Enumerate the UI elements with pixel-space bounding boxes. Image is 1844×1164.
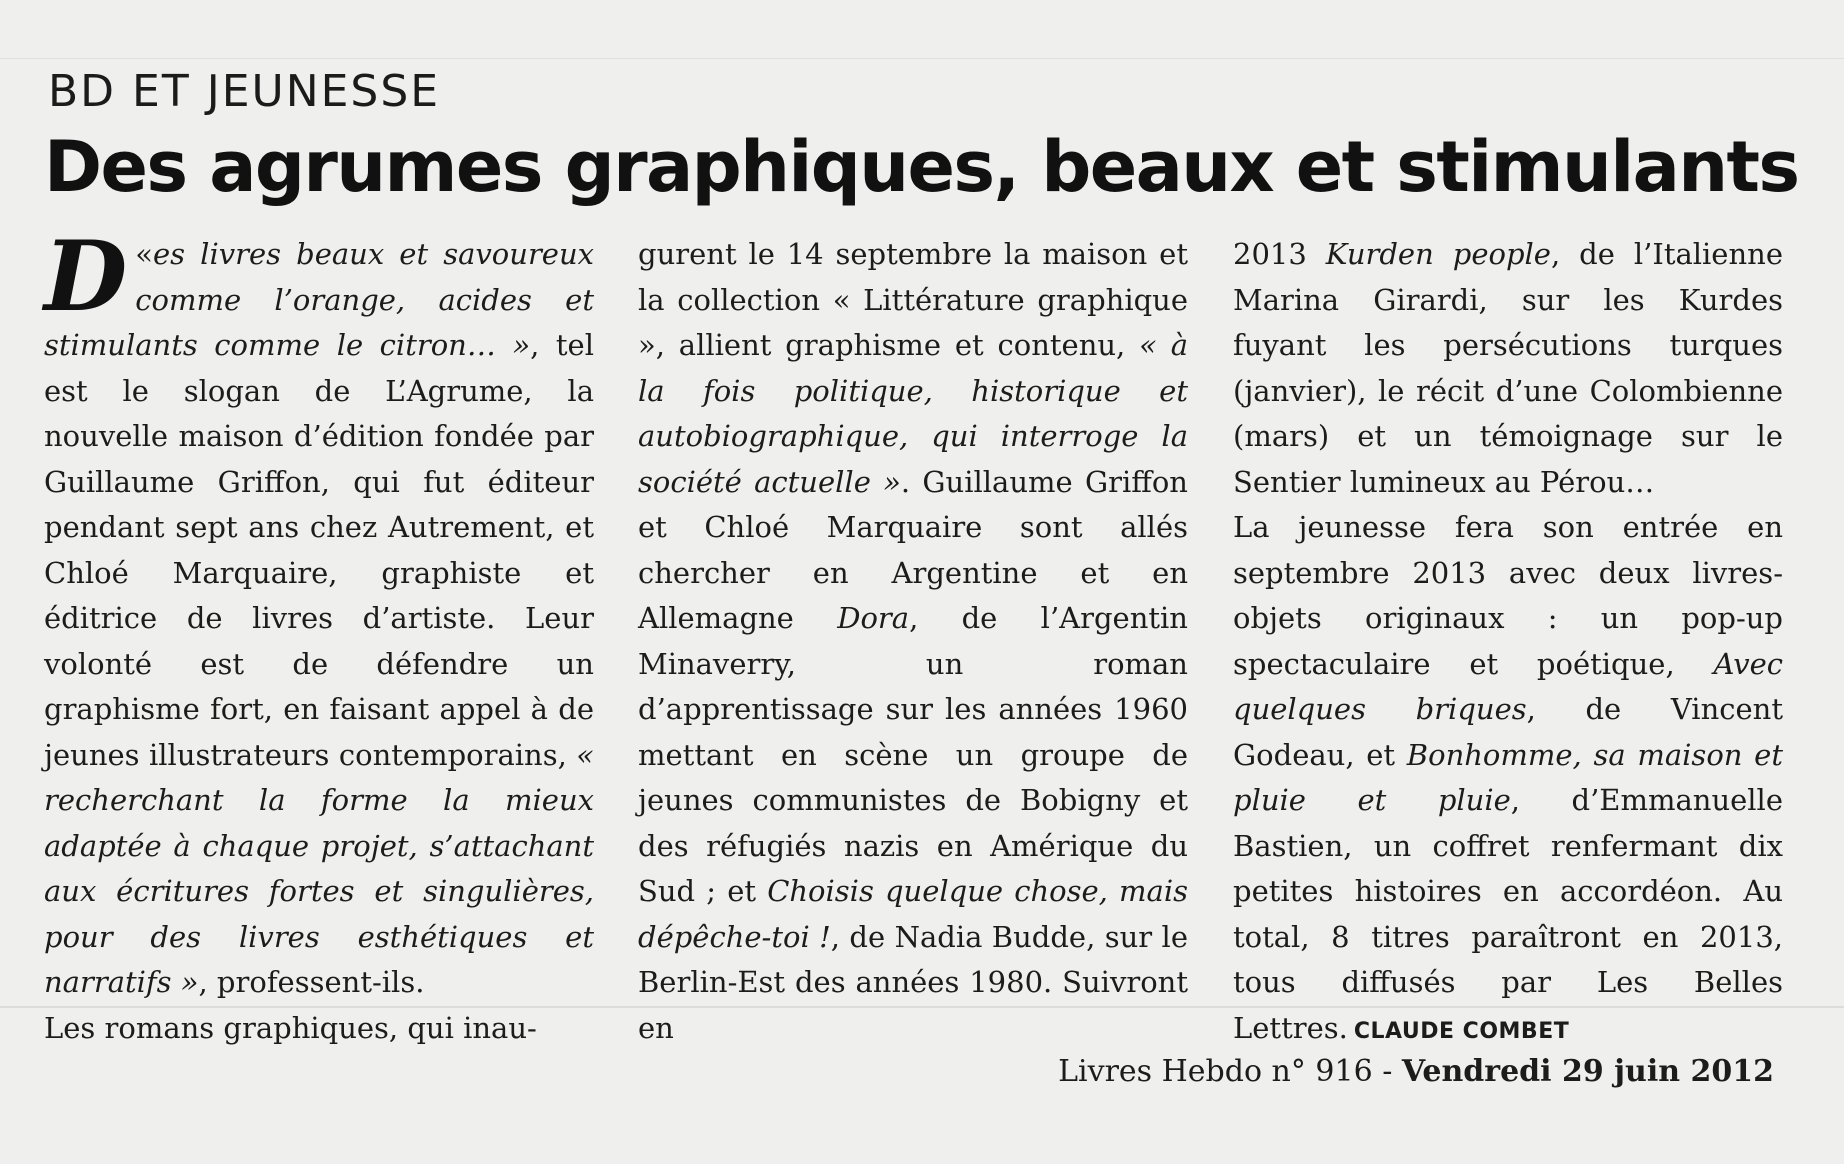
article-column-3 [1233,232,1783,1054]
body-text: gurent le 14 septembre la maison et la collection « Littérature graphique », allient graphisme et contenu, [638,237,1188,362]
body-text: . Guillaume Griffon et Chloé Marquaire sont allés chercher en Argentine et en Allemagne [638,464,1188,635]
bottom-rule [0,1006,1844,1008]
publication-issue: Livres Hebdo n° 916 - [1058,1054,1402,1089]
article-column-2 [638,232,1188,1051]
author-signature: CLAUDE COMBET [1353,1018,1570,1044]
page-footer [1058,1054,1774,1089]
paragraph [1233,505,1783,1054]
book-title: Bonhomme, sa maison et pluie et pluie [1233,737,1783,817]
article-headline: Des agrumes graphiques, beaux et stimulants [44,126,1799,208]
paragraph [44,1006,594,1052]
drop-cap: D [44,220,128,333]
body-text: , de Nadia Budde, sur le Berlin-Est des années 1980. Suivront en [638,919,1188,1045]
book-title: Dora [837,601,910,635]
body-text: , d’Emmanuelle Bastien, un coffret renfermant dix petites histoires en accordéon. Au total, 8 titres paraîtront en 2013, tous diffusés par Les Belles Lettres. [1233,783,1783,1045]
publication-date: Vendredi 29 juin 2012 [1401,1054,1774,1089]
book-title: Kurden people [1325,237,1551,271]
quote-text: « à la fois politique, historique et autobiographique, qui interroge la société actuelle » [638,328,1188,499]
quote-text: « recherchant la forme la mieux adaptée à chaque projet, s’attachant aux écritures fortes et singulières, pour des livres esthétiques et narratifs » [44,737,594,999]
body-text: , professent-ils. [198,965,425,999]
body-text: , tel est le slogan de L’Agrume, la nouvelle maison d’édition fondée par Guillaume Griffon, qui fut éditeur pendant sept ans chez Autrement, et Chloé Marquaire, graphiste et éditrice de livres d’artiste. Leur volonté est de défendre un graphisme fort, en faisant appel à de jeunes illustrateurs contemporains, [44,328,594,772]
paragraph [638,232,1188,1051]
body-text: , de l’Italienne Marina Girardi, sur les Kurdes fuyant les persécutions turques (janvier), le récit d’une Colombienne (mars) et un témoignage sur le Sentier lumineux au Pérou… [1233,237,1783,499]
bleed-through-text [20,6,1820,52]
book-title: Choisis quelque chose, mais dépêche-toi ! [638,874,1188,954]
section-rubric: BD ET JEUNESSE [48,66,441,117]
top-rule [0,58,1844,59]
quote-text: es livres beaux et savoureux comme l’orange, acides et stimulants comme le citron… » [44,237,594,362]
quote-mark: « [135,237,153,271]
body-text: , de Vincent Godeau, et [1233,692,1783,772]
body-text: La jeunesse fera son entrée en septembre 2013 avec deux livres-objets originaux : un pop-up spectaculaire et poétique, [1233,510,1783,681]
article-column-1 [44,220,594,1051]
paragraph [1233,232,1783,505]
body-text: 2013 [1233,237,1326,271]
body-text: , de l’Argentin Minaverry, un roman d’apprentissage sur les années 1960 mettant en scène un groupe de jeunes communistes de Bobigny et des réfugiés nazis en Amérique du Sud ; et [638,601,1188,908]
book-title: Avec quelques briques [1233,646,1783,726]
paragraph [44,220,594,1006]
body-text: Les romans graphiques, qui inau- [44,1010,537,1045]
